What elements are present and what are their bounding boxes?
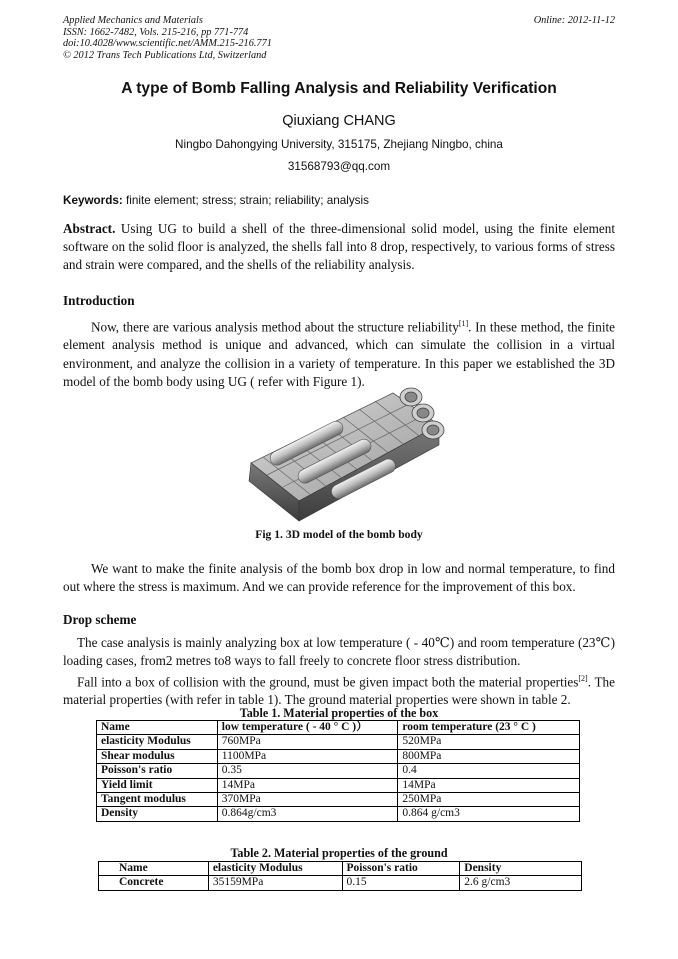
table-cell: 2.6 g/cm3: [460, 876, 582, 890]
table-cell: 0.35: [217, 764, 398, 778]
table-cell: 800MPa: [398, 749, 580, 763]
citation-ref-2[interactable]: [2]: [578, 674, 588, 683]
affiliation: Ningbo Dahongying University, 315175, Zhejiang Ningbo, china: [175, 138, 503, 151]
copyright-line: © 2012 Trans Tech Publications Ltd, Switzerland: [63, 49, 267, 61]
table-cell: Density: [97, 807, 218, 821]
table-row: [97, 764, 580, 778]
introduction-paragraph-2: We want to make the finite analysis of the bomb box drop in low and normal temperature, to find out where the stress is maximum. And we can provide reference for the improvement of this box.: [63, 561, 615, 595]
table-2-caption: Table 2. Material properties of the ground: [230, 846, 448, 860]
intro-p1-text-b: . In these method, the finite element analysis method is unique and advanced, which can simulate the collision in a virtual environment, and analyze the collision in a variety of temperature. In this paper we established the 3D model of the bomb body using UG ( refer with Figure 1).: [63, 319, 615, 389]
table-cell: 760MPa: [217, 735, 398, 749]
paper-title: A type of Bomb Falling Analysis and Reliability Verification: [121, 80, 557, 97]
table-cell: Poisson's ratio: [97, 764, 218, 778]
author-email[interactable]: 31568793@qq.com: [287, 160, 391, 173]
table-cell: 520MPa: [398, 735, 580, 749]
table-row: [97, 735, 580, 749]
table-header-row: [97, 721, 580, 735]
table-row: [97, 793, 580, 807]
keywords-text: finite element; stress; strain; reliability; analysis: [122, 194, 369, 207]
doi-line[interactable]: doi:10.4028/www.scientific.net/AMM.215-216.771: [63, 38, 272, 50]
table-cell: 370MPa: [217, 793, 398, 807]
journal-name: Applied Mechanics and Materials: [63, 15, 203, 26]
table-cell: Shear modulus: [97, 749, 218, 763]
table-row: [97, 807, 580, 821]
table-row: [97, 749, 580, 763]
column-header: Poisson's ratio: [342, 862, 460, 876]
table-header-row: [99, 862, 582, 876]
introduction-paragraph-1: [63, 315, 615, 391]
abstract-label: Abstract.: [63, 221, 116, 236]
drop-p2-text-a: Fall into a box of collision with the ground, must be given impact both the material properties: [77, 674, 579, 690]
table-cell: 14MPa: [217, 778, 398, 792]
citation-ref-1[interactable]: [1]: [458, 319, 469, 328]
column-header: room temperature (23 ° C ): [398, 721, 580, 735]
keywords: [63, 194, 615, 207]
table-cell: elasticity Modulus: [97, 735, 218, 749]
journal-header: [63, 15, 615, 61]
online-date: Online: 2012-11-12: [533, 15, 615, 26]
drop-p2-text-b: . The material properties (with refer in table 1). The ground material properties were shown in table 2.: [63, 674, 615, 708]
table-cell: 1100MPa: [217, 749, 398, 763]
table-1-caption: Table 1. Material properties of the box: [239, 706, 439, 720]
table-cell: 35159MPa: [208, 876, 342, 890]
table-cell: 14MPa: [398, 778, 580, 792]
table-cell: 0.4: [398, 764, 580, 778]
material-properties-box-table: [96, 720, 580, 822]
table-cell: 250MPa: [398, 793, 580, 807]
column-header: elasticity Modulus: [208, 862, 342, 876]
keywords-label: Keywords:: [63, 194, 123, 207]
material-properties-ground-table: [98, 861, 582, 891]
drop-scheme-paragraph-2: [63, 670, 615, 710]
abstract: [63, 220, 615, 274]
column-header: Density: [460, 862, 582, 876]
table-cell: Concrete: [99, 876, 209, 890]
table-cell: Yield limit: [97, 778, 218, 792]
issn-line: ISSN: 1662-7482, Vols. 215-216, pp 771-774: [63, 26, 249, 38]
bomb-body-3d-model-figure: [243, 383, 447, 525]
table-cell: 0.864 g/cm3: [398, 807, 580, 821]
column-header: Name: [97, 721, 218, 735]
abstract-text: Using UG to build a shell of the three-dimensional solid model, using the finite element software on the solid floor is analyzed, the shells fall into 8 drop, respectively, to various forms of stress and strain were compared, and the shells of the reliability analysis.: [63, 221, 615, 273]
introduction-heading: Introduction: [63, 293, 135, 308]
drop-scheme-heading: Drop scheme: [63, 612, 137, 627]
table-cell: 0.15: [342, 876, 460, 890]
figure-1-caption: Fig 1. 3D model of the bomb body: [255, 528, 423, 541]
column-header: Name: [99, 862, 209, 876]
intro-p1-text-a: Now, there are various analysis method about the structure reliability: [91, 319, 459, 335]
table-cell: 0.864g/cm3: [217, 807, 398, 821]
column-header: low temperature ( - 40 ° C )）: [217, 721, 398, 735]
drop-scheme-paragraph-1: The case analysis is mainly analyzing box at low temperature ( - 40℃) and room temperature (23℃) loading cases, from2 metres to8 ways to fall freely to concrete floor stress distribution.: [63, 635, 615, 669]
table-cell: Tangent modulus: [97, 793, 218, 807]
table-row: [99, 876, 582, 890]
author-name: Qiuxiang CHANG: [282, 113, 396, 129]
table-row: [97, 778, 580, 792]
